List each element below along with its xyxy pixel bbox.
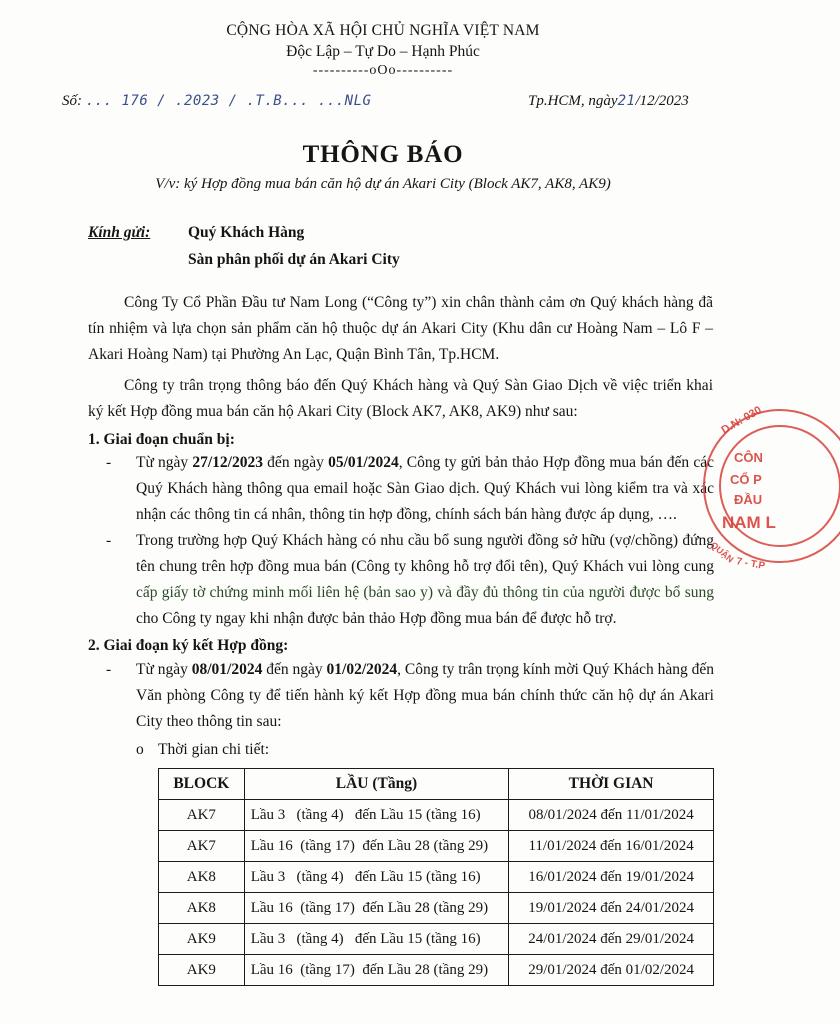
stamp-text: ĐẦU [734,492,763,507]
schedule-table [158,768,714,986]
section-2-heading: 2. Giai đoạn ký kết Hợp đồng: [88,637,289,654]
bullet-dash: - [106,661,112,678]
cell-block: AK9 [159,955,245,986]
cell-block: AK8 [159,862,245,893]
schedule-label: Thời gian chi tiết: [158,741,270,758]
stamp-text: D.N: 030 [719,404,764,437]
schedule-sub-bullet [136,741,269,759]
table-row [159,893,714,924]
reference-number [62,93,371,110]
cell-floors: Lầu 3 (tầng 4) đến Lầu 15 (tầng 16) [244,862,509,893]
recipient-customers: Quý Khách Hàng [188,224,305,241]
date-rest: /12/2023 [635,93,689,109]
cell-time: 08/01/2024 đến 11/01/2024 [509,800,714,831]
national-motto: Độc Lập – Tự Do – Hạnh Phúc [286,43,480,60]
stamp-text: QUẬN [708,539,736,565]
section-1-bullet-2: - Trong trường hợp Quý Khách hàng có nhu cầu bổ sung người đồng sở hữu (vợ/chồng) đứng tên chung trên hợp đồng mua bán (Công ty không hỗ trợ đổi tên), Quý Khách vui lòng cung cấp giấy tờ chứng minh mối liên hệ (bản sao y) và đầy đủ thông tin của người được bổ sung cho Công ty ngay khi nhận được bản thảo Hợp đồng mua bán để được hỗ trợ. [106,528,714,632]
cell-time: 16/01/2024 đến 19/01/2024 [509,862,714,893]
table-row [159,862,714,893]
bullet-dash: - [106,532,112,549]
bullet-dash: - [106,454,112,471]
place-label: Tp.HCM, ngày [528,93,618,109]
handwritten-day: 21 [617,93,636,109]
intro-paragraph-2: Công ty trân trọng thông báo đến Quý Khách hàng và Quý Sàn Giao Dịch về việc triển khai ký kết Hợp đồng mua bán căn hộ Akari City (Block AK7, AK8, AK9) như sau: [88,377,713,420]
place-date [528,93,689,110]
section-1-bullet-1: - Từ ngày 27/12/2023 đến ngày 05/01/2024, Công ty gửi bản thảo Hợp đồng mua bán đến các Quý Khách hàng thông qua email hoặc Sàn Giao dịch. Quý Khách vui lòng kiểm tra và xác nhận các thông tin cá nhân, thông tin hợp đồng, chính sách bán hàng được áp dụng, …. [106,450,714,528]
company-seal-stamp [700,404,840,574]
recipients-label: Kính gửi: [88,224,151,241]
so-label: Số: [62,93,82,109]
cell-floors: Lầu 16 (tầng 17) đến Lầu 28 (tầng 29) [244,955,509,986]
circle-bullet-icon: o [136,741,144,758]
stamp-text: CÔN [734,450,763,465]
stamp-text: CỔ P [730,472,762,487]
cell-block: AK9 [159,924,245,955]
motto-divider: ----------oOo---------- [312,63,454,78]
recipient-distributors: Sàn phân phối dự án Akari City [188,251,400,268]
cell-time: 11/01/2024 đến 16/01/2024 [509,831,714,862]
stamp-text: 7 - T.P [735,556,766,572]
document-subtitle: V/v: ký Hợp đồng mua bán căn hộ dự án Akari City (Block AK7, AK8, AK9) [155,176,611,192]
stamp-text: NAM L [722,513,776,532]
header-block: BLOCK [159,769,245,800]
so-handwritten-number: ... 176 / .2023 / .T.B... ...NLG [85,93,372,109]
cell-block: AK7 [159,800,245,831]
intro-paragraph-1: Công Ty Cổ Phần Đầu tư Nam Long (“Công ty”) xin chân thành cảm ơn Quý khách hàng đã tín nhiệm và lựa chọn sản phẩm căn hộ thuộc dự án Akari City (Khu dân cư Hoàng Nam – Lô F – Akari Hoàng Nam) tại Phường An Lạc, Quận Bình Tân, Tp.HCM. [88,294,713,363]
cell-time: 19/01/2024 đến 24/01/2024 [509,893,714,924]
section-2-bullet-1: - Từ ngày 08/01/2024 đến ngày 01/02/2024, Công ty trân trọng kính mời Quý Khách hàng đến Văn phòng Công ty để tiến hành ký kết Hợp đồng mua bán chính thức căn hộ dự án Akari City theo thông tin sau: [106,657,714,735]
table-header-row [159,769,714,800]
cell-floors: Lầu 3 (tầng 4) đến Lầu 15 (tầng 16) [244,800,509,831]
cell-time: 29/01/2024 đến 01/02/2024 [509,955,714,986]
cell-floors: Lầu 3 (tầng 4) đến Lầu 15 (tầng 16) [244,924,509,955]
header-floors: LẦU (Tầng) [244,769,509,800]
table-row [159,800,714,831]
national-title: CỘNG HÒA XÃ HỘI CHỦ NGHĨA VIỆT NAM [226,22,540,39]
cell-block: AK7 [159,831,245,862]
table-row [159,924,714,955]
table-row [159,955,714,986]
header-time: THỜI GIAN [509,769,714,800]
document-title: THÔNG BÁO [302,141,464,168]
table-row [159,831,714,862]
cell-time: 24/01/2024 đến 29/01/2024 [509,924,714,955]
section-1-heading: 1. Giai đoạn chuẩn bị: [88,431,235,448]
cell-block: AK8 [159,893,245,924]
cell-floors: Lầu 16 (tầng 17) đến Lầu 28 (tầng 29) [244,893,509,924]
cell-floors: Lầu 16 (tầng 17) đến Lầu 28 (tầng 29) [244,831,509,862]
